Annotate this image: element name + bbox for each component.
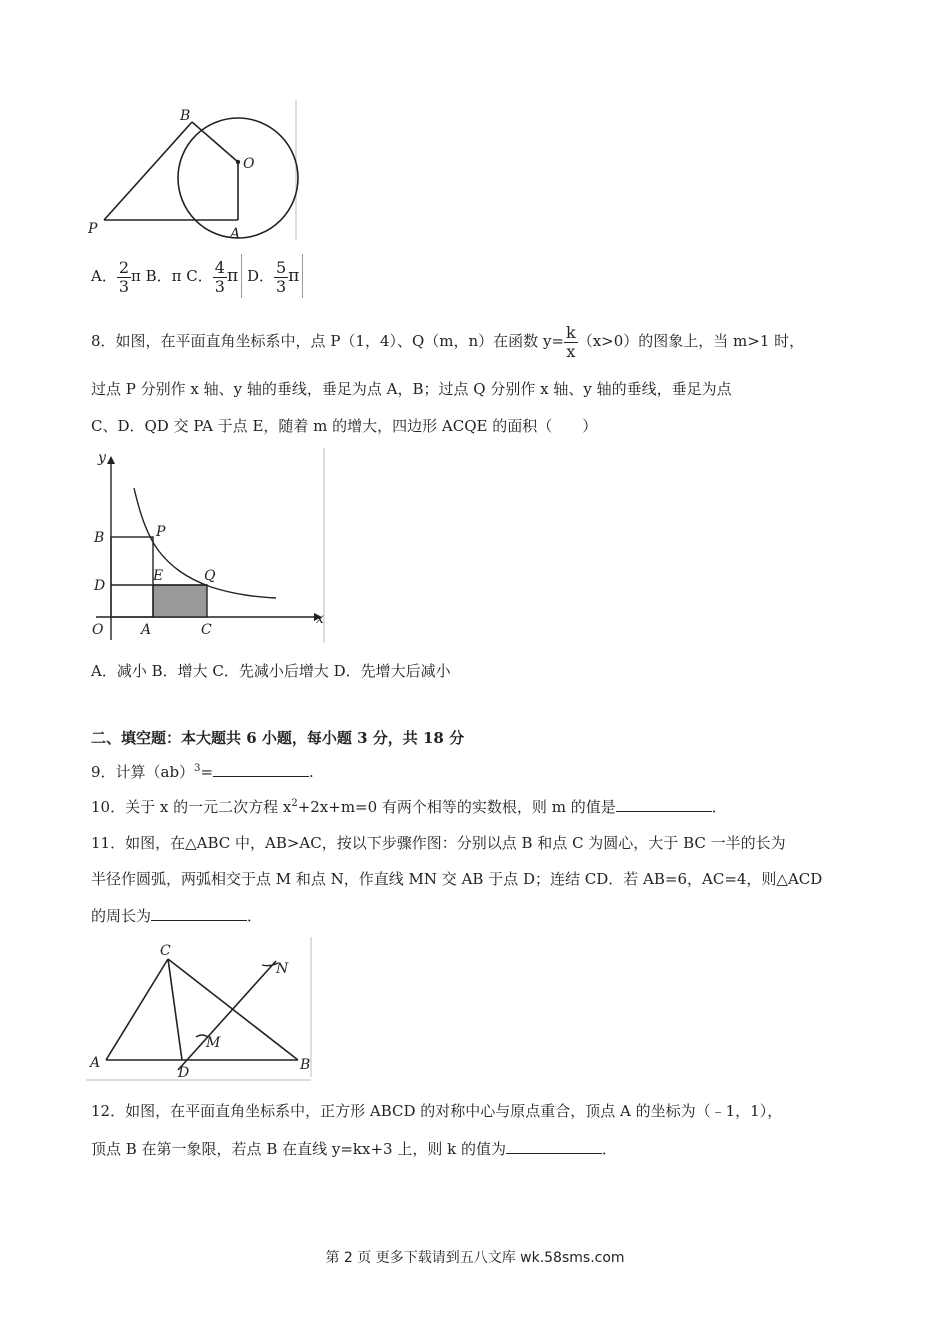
q9: 9．计算（ab）$^3$= . — [91, 763, 314, 781]
q9-answer-blank[interactable] — [213, 762, 309, 777]
q12-line2: 顶点 B 在第一象限，若点 B 在直线 y=kx+3 上，则 k 的值为 ． — [91, 1140, 618, 1158]
label-a: A — [230, 226, 241, 242]
q8-line2: 过点 P 分别作 x 轴、y 轴的垂线，垂足为点 A，B；过点 Q 分别作 x 轴、y 轴的垂线，垂足为点 — [91, 380, 732, 398]
q11-figure-triangle — [86, 937, 316, 1085]
q8-line3: C、D．QD 交 PA 于点 E，随着 m 的增大，四边形 ACQE 的面积（ ） — [91, 417, 598, 435]
label-e: E — [153, 568, 164, 584]
label-o: O — [243, 156, 255, 172]
q8-options: A．减小 B．增大 C．先减小后增大 D．先增大后减小 — [91, 662, 451, 680]
label-b: B — [94, 530, 105, 546]
section-2-heading: 二、填空题：本大题共 6 小题，每小题 3 分，共 18 分 — [91, 729, 465, 747]
option-a-b-c-text: π B．π C． — [131, 267, 213, 285]
label-d: D — [94, 578, 106, 594]
label-b: B — [180, 108, 191, 124]
q10: 10．关于 x 的一元二次方程 $x^2+2x+m=0$ 有两个相等的实数根，则 m 的值是 ． — [91, 798, 727, 816]
label-a: A — [90, 1055, 101, 1071]
q8-figure-hyperbola — [86, 448, 331, 646]
fraction-k-x: $\frac{k}{x}$ — [566, 322, 576, 361]
q7-options — [91, 254, 303, 298]
shaded-rect-acqe — [153, 585, 207, 617]
q7-figure-circle-tangent — [86, 100, 306, 245]
label-c: C — [201, 622, 212, 638]
point-o — [236, 160, 240, 164]
label-d: D — [178, 1065, 190, 1081]
page-footer: 第 2 页 更多下载请到五八文库 wk.58sms.com — [325, 1250, 625, 1266]
option-a-label: A． — [91, 267, 117, 285]
label-p: P — [88, 221, 98, 237]
q8-line1: 8．如图，在平面直角坐标系中，点 P（1，4）、Q（m，n）在函数 y= $\frac{k}{x}$ （x>0）的图象上，当 m>1 时， — [91, 322, 805, 361]
label-y: y — [98, 450, 106, 466]
label-n: N — [276, 961, 289, 977]
label-p: P — [156, 524, 166, 540]
rect-obpa — [111, 537, 153, 617]
label-x: x — [316, 611, 324, 627]
fraction-2-3: $\frac{2}{3}$ — [118, 257, 130, 296]
label-m: M — [206, 1035, 221, 1051]
q11-line1: 11．如图，在△ABC 中，AB>AC，按以下步骤作图：分别以点 B 和点 C 为圆心，大于 BC 一半的长为 — [91, 834, 786, 852]
q12-answer-blank[interactable] — [506, 1139, 602, 1154]
side-ac — [106, 959, 168, 1060]
segment-ob — [192, 122, 238, 162]
option-d-label: D． — [242, 267, 274, 285]
label-q: Q — [204, 568, 216, 584]
q11-line3: 的周长为 ． — [91, 907, 263, 925]
q11-line2: 半径作圆弧，两弧相交于点 M 和点 N，作直线 MN 交 AB 于点 D；连结 CD．若 AB=6，AC=4，则△ACD — [91, 870, 823, 888]
option-d-value: $\frac{5}{3}$ π — [274, 254, 303, 298]
label-a: A — [141, 622, 152, 638]
segment-cd — [168, 959, 182, 1060]
label-b: B — [300, 1057, 311, 1073]
label-o: O — [92, 622, 104, 638]
q11-answer-blank[interactable] — [151, 906, 247, 921]
label-c: C — [160, 943, 171, 959]
option-c-value: $\frac{4}{3}$ π — [213, 254, 242, 298]
q12-line1: 12．如图，在平面直角坐标系中，正方形 ABCD 的对称中心与原点重合，顶点 A 的坐标为（﹣1，1）， — [91, 1102, 783, 1120]
q10-answer-blank[interactable] — [616, 797, 712, 812]
